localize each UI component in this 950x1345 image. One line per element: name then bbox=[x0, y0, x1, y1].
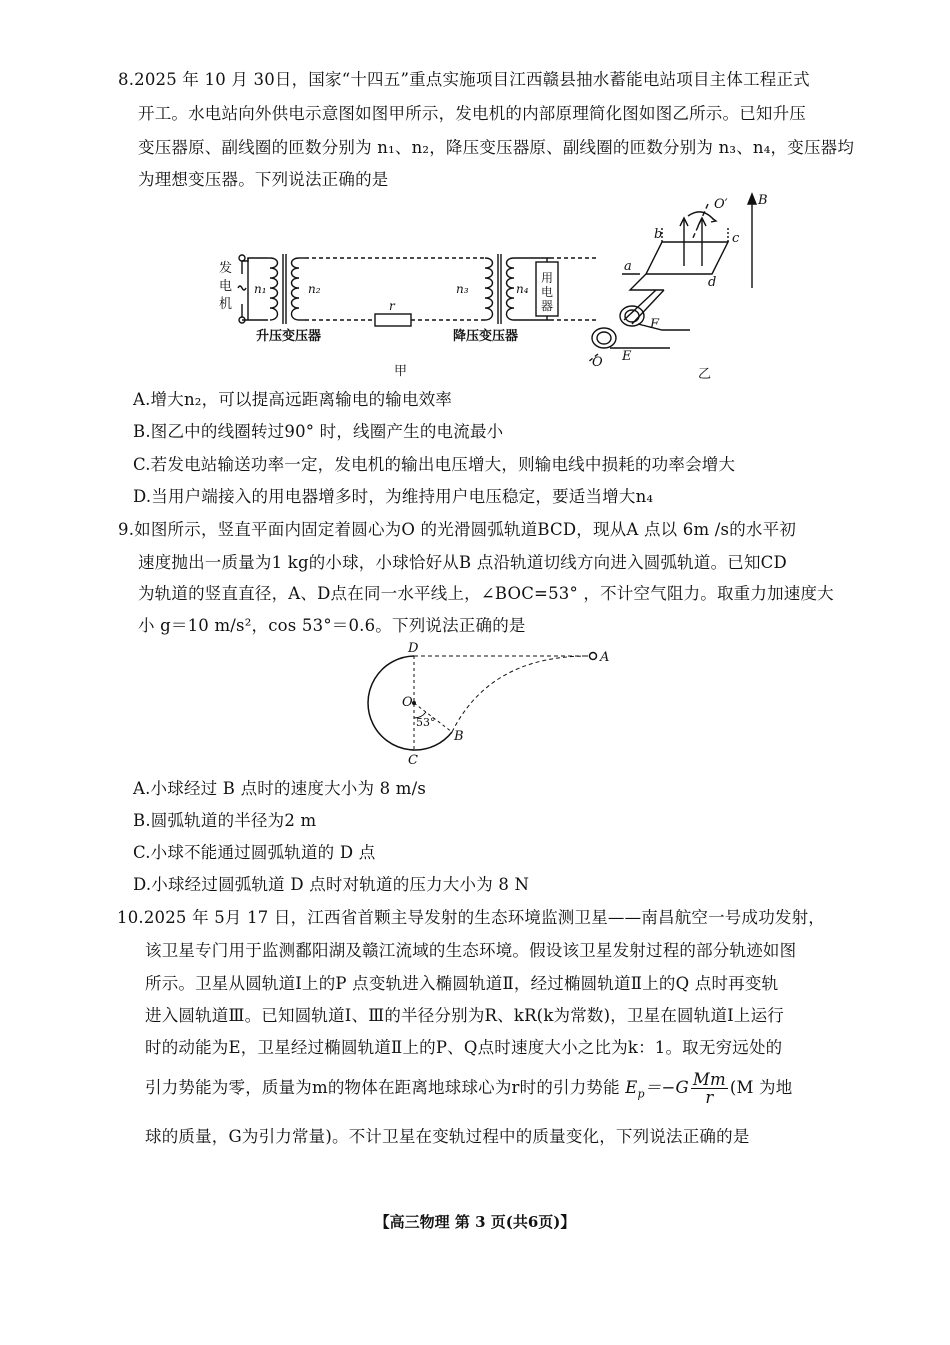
label-d: d bbox=[708, 275, 717, 290]
q10-line-6: 引力势能为零，质量为m的物体在距离地球球心为r时的引力势能 $E_p=-G$ $\frac{Mm}{r}$ (M 为地 bbox=[145, 1069, 793, 1107]
label-c: c bbox=[732, 231, 740, 246]
svg-text:用: 用 bbox=[541, 271, 554, 285]
page-footer: 【高三物理 第 3 页(共6页)】 bbox=[374, 1213, 576, 1231]
q9-line-4: 小 g＝10 m/s²，cos 53°＝0.6。下列说法正确的是 bbox=[138, 616, 526, 635]
q9-line-3: 为轨道的竖直直径，A、D点在同一水平线上，∠BOC=53° ，不计空气阻力。取重力加速度大 bbox=[138, 584, 834, 603]
label-A: A bbox=[600, 650, 610, 665]
potential-energy-fraction: $\frac{Mm}{r}$ bbox=[692, 1069, 726, 1107]
q10-line-3: 所示。卫星从圆轨道Ⅰ上的P 点变轨进入椭圆轨道Ⅱ，经过椭圆轨道Ⅱ上的Q 点时再变轨 bbox=[145, 974, 779, 993]
label-b: b bbox=[654, 227, 663, 242]
n3-label: n₃ bbox=[456, 282, 469, 296]
q8-line-2: 开工。水电站向外供电示意图如图甲所示，发电机的内部原理简化图如图乙所示。已知升压 bbox=[138, 104, 806, 123]
step-up-label: 升压变压器 bbox=[256, 329, 322, 344]
label-E: E bbox=[622, 349, 632, 364]
q8-line-1: 8.2025 年 10 月 30日，国家“十四五”重点实施项目江西赣县抽水蓄能电站项目主体工程正式 bbox=[118, 70, 810, 89]
q8-line-4: 为理想变压器。下列说法正确的是 bbox=[138, 170, 389, 189]
label-O: O bbox=[402, 695, 413, 710]
q10-line-2: 该卫星专门用于监测鄱阳湖及赣江流域的生态环境。假设该卫星发射过程的部分轨迹如图 bbox=[145, 941, 797, 960]
q9-option-b: B.圆弧轨道的半径为2 m bbox=[133, 811, 317, 830]
svg-text:电: 电 bbox=[541, 285, 554, 299]
figure-q9-circular-track bbox=[360, 640, 630, 770]
figure-jia-transmission bbox=[210, 240, 600, 380]
q9-line-1: 9.如图所示，竖直平面内固定着圆心为O 的光滑圆弧轨道BCD，现从A 点以 6m /s的水平初 bbox=[118, 520, 797, 539]
q9-option-d: D.小球经过圆弧轨道 D 点时对轨道的压力大小为 8 N bbox=[133, 875, 530, 894]
svg-text:电: 电 bbox=[219, 279, 233, 294]
q10-line-7: 球的质量，G为引力常量)。不计卫星在变轨过程中的质量变化，下列说法正确的是 bbox=[145, 1127, 750, 1146]
potential-energy-symbol: $E_p$ bbox=[625, 1078, 645, 1101]
fig-yi-caption: 乙 bbox=[698, 367, 712, 382]
q8-option-a: A.增大n₂，可以提高远距离输电的输电效率 bbox=[133, 390, 453, 409]
label-B: B bbox=[758, 193, 768, 208]
svg-text:机: 机 bbox=[219, 297, 233, 312]
q9-option-a: A.小球经过 B 点时的速度大小为 8 m/s bbox=[133, 779, 427, 798]
generator-label: 发 bbox=[219, 261, 233, 276]
label-B: B bbox=[454, 729, 464, 744]
q8-line-3: 变压器原、副线圈的匝数分别为 n₁、n₂，降压变压器原、副线圈的匝数分别为 n₃、n₄，变压器均 bbox=[138, 138, 855, 157]
fig-jia-caption: 甲 bbox=[394, 364, 408, 379]
label-angle: 53° bbox=[416, 716, 436, 729]
step-down-label: 降压变压器 bbox=[453, 329, 519, 344]
label-C: C bbox=[408, 753, 418, 768]
q9-line-2: 速度抛出一质量为1 kg的小球，小球恰好从B 点沿轨道切线方向进入圆弧轨道。已知CD bbox=[138, 553, 787, 572]
r-label: r bbox=[389, 299, 395, 313]
q9-option-c: C.小球不能通过圆弧轨道的 D 点 bbox=[133, 843, 376, 862]
q8-option-c: C.若发电站输送功率一定，发电机的输出电压增大，则输电线中损耗的功率会增大 bbox=[133, 455, 736, 474]
figure-yi-generator bbox=[580, 190, 780, 382]
q10-line-5: 时的动能为E，卫星经过椭圆轨道Ⅱ上的P、Q点时速度大小之比为k：1。取无穷远处的 bbox=[145, 1038, 783, 1057]
q10-line-1: 10.2025 年 5月 17 日，江西省首颗主导发射的生态环境监测卫星——南昌航空一号成功发射， bbox=[117, 908, 826, 927]
label-D: D bbox=[408, 641, 419, 656]
svg-text:器: 器 bbox=[541, 299, 554, 313]
label-a: a bbox=[624, 259, 632, 274]
n4-label: n₄ bbox=[516, 282, 529, 296]
label-O: O bbox=[592, 355, 603, 370]
q8-option-d: D.当用户端接入的用电器增多时，为维持用户电压稳定，要适当增大n₄ bbox=[133, 487, 654, 506]
n2-label: n₂ bbox=[308, 282, 321, 296]
label-o-prime: O′ bbox=[714, 197, 728, 212]
q8-option-b: B.图乙中的线圈转过90° 时，线圈产生的电流最小 bbox=[133, 422, 504, 441]
q10-line-4: 进入圆轨道Ⅲ。已知圆轨道Ⅰ、Ⅲ的半径分别为R、kR(k为常数)，卫星在圆轨道Ⅰ上运行 bbox=[145, 1006, 784, 1025]
label-F: F bbox=[650, 317, 660, 332]
n1-label: n₁ bbox=[254, 282, 267, 296]
